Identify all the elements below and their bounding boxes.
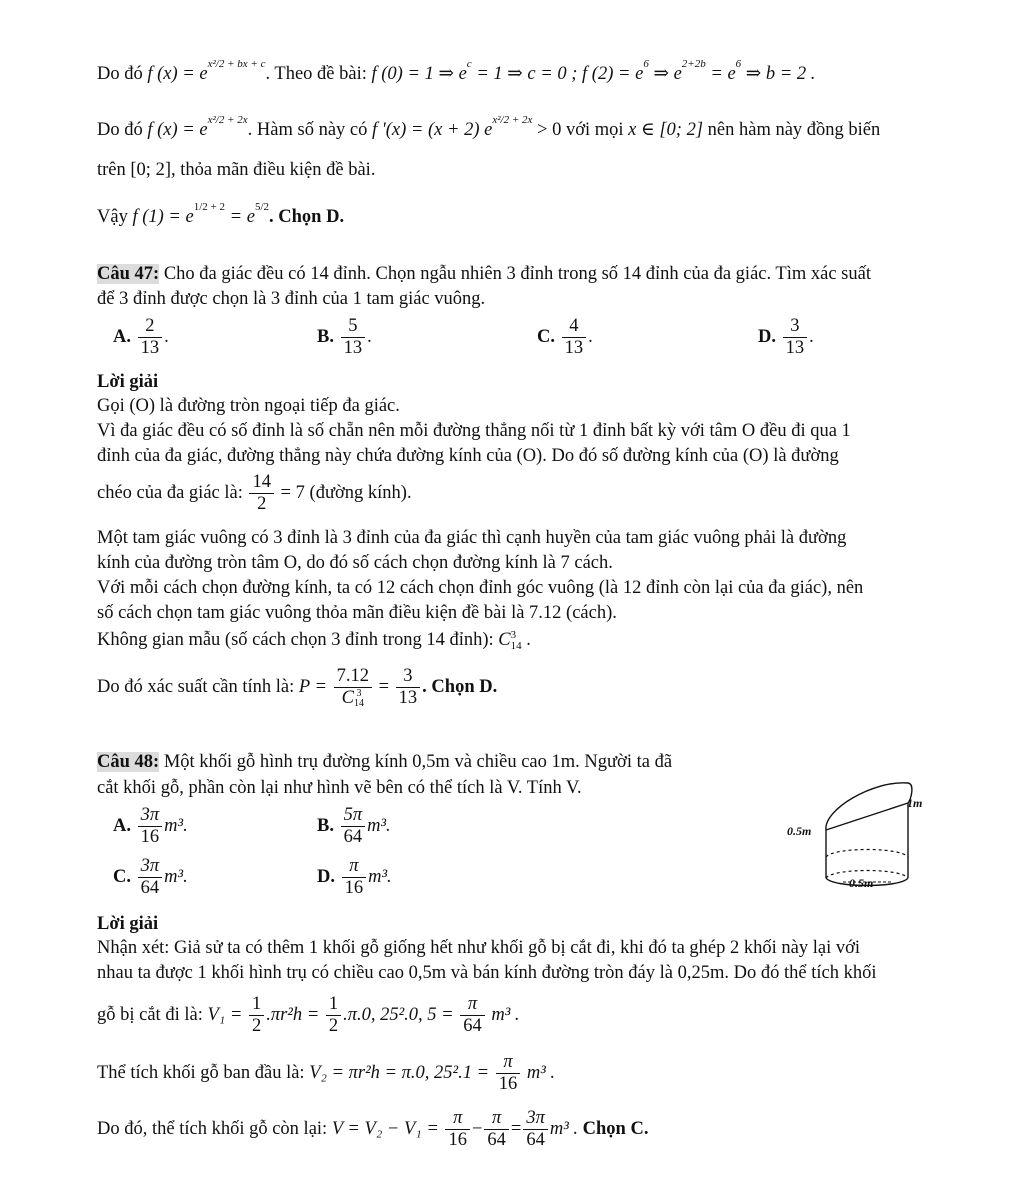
fraction [484, 1108, 509, 1152]
text: = [378, 677, 390, 698]
q47-stem-line-2 [97, 287, 485, 312]
q48-solution-title: Lời giải [97, 914, 159, 934]
denominator: 13 [343, 338, 363, 359]
formula: .πr²h = [266, 1005, 320, 1026]
numerator: π [496, 1052, 521, 1074]
text: chéo của đa giác là: [97, 483, 243, 504]
denominator: 64 [487, 1130, 506, 1151]
fraction [460, 994, 485, 1038]
formula: f (1) = e [132, 207, 194, 227]
numerator: 5π [341, 805, 366, 827]
q48-solution-line: nhau ta được 1 khối hình trụ có chiều cao 0,5m và bán kính đường tròn đáy là 0,25m. Do đó thể tích khối [97, 963, 877, 983]
answer-choice: . Chọn D. [422, 677, 498, 698]
text: trên [97, 160, 126, 180]
fraction [496, 1052, 521, 1096]
text: . Hàm số này có [247, 120, 368, 140]
q48-solution-line: Nhận xét: Giả sử ta có thêm 1 khối gỗ giống hết như khối gỗ bị cắt đi, khi đó ta ghép 2 khối này lại với [97, 938, 861, 958]
unit: m³ . [526, 1063, 555, 1084]
denominator: 13 [140, 338, 160, 359]
q48-solution-line [97, 1052, 555, 1096]
q47-option-a: A. $\frac{2}{13}$ . [113, 316, 169, 359]
exponent: 1/2 + 2 [193, 201, 225, 213]
exponent: 2+2b [681, 58, 706, 70]
unit: m³ . [549, 1119, 579, 1140]
option-letter: D. [758, 327, 776, 348]
q47-solution-line: Gọi (O) là đường tròn ngoại tiếp đa giác. [97, 396, 400, 416]
exponent: 6 [643, 58, 649, 70]
fraction [326, 994, 341, 1038]
fraction [523, 1108, 548, 1152]
option-letter: C. [537, 327, 555, 348]
option-fraction [341, 316, 366, 360]
formula: = 1 ⇒ c = 0 ; [471, 64, 578, 84]
numerator: π [484, 1108, 509, 1130]
fraction [334, 666, 372, 710]
formula: f (x) = e [147, 64, 208, 84]
formula: = e [225, 207, 255, 227]
denominator [334, 688, 372, 709]
formula: f '(x) = (x + 2) e [372, 120, 493, 140]
numerator: 3 [396, 666, 421, 688]
question-text: Một khối gỗ hình trụ đường kính 0,5m và chiều cao 1m. Người ta đã [163, 752, 673, 772]
denominator: 2 [257, 494, 267, 515]
option-letter: A. [113, 327, 131, 348]
fraction [249, 994, 264, 1038]
formula: ⇒ e [648, 64, 682, 84]
numerator: 1 [249, 994, 264, 1016]
option-letter: A. [113, 816, 131, 837]
unit: m³. [164, 867, 188, 888]
q47-stem-line-1 [97, 262, 871, 287]
fraction [249, 472, 274, 516]
intro-line-3 [97, 158, 375, 183]
text: nên hàm này đồng biến [707, 120, 881, 140]
text: , thỏa mãn điều kiện đề bài. [170, 160, 376, 180]
option-fraction [342, 856, 367, 900]
subscript: 14 [353, 698, 364, 710]
q47-option-b: B. $\frac{5}{13}$ . [317, 316, 372, 359]
superscript: 3 [356, 688, 362, 700]
q47-solution-line [97, 472, 412, 516]
q48-solution-line [97, 994, 520, 1038]
option-fraction [562, 316, 587, 360]
q48-stem-line-2 [97, 776, 582, 801]
text: Do đó [97, 120, 143, 140]
option-fraction [783, 316, 808, 360]
formula: V₂ = πr²h = π.0, 25².1 = [309, 1063, 490, 1084]
q47-option-d: D. $\frac{3}{13}$ . [758, 316, 814, 359]
q48-solution-line [97, 1108, 648, 1152]
formula: f (2) = e [582, 64, 644, 84]
formula: x ∈ [0; 2] [628, 120, 704, 140]
fraction [396, 666, 421, 710]
exponent: x²/2 + 2x [492, 114, 533, 126]
unit: m³. [368, 867, 392, 888]
exponent: c [466, 58, 472, 70]
cut-cylinder-figure [783, 775, 933, 895]
formula: V₁ = [207, 1005, 243, 1026]
figure-label-left: 0.5m [787, 824, 812, 838]
text: với mọi [565, 120, 624, 140]
q48-option-a [113, 805, 188, 849]
text: Do đó xác suất cần tính là: [97, 677, 295, 698]
unit: m³. [367, 816, 391, 837]
q47-solution-line [97, 628, 531, 653]
exponent: x²/2 + bx + c [207, 58, 266, 70]
denominator: 2 [328, 1016, 339, 1037]
exponent: 6 [735, 58, 742, 70]
numerator: 1 [326, 994, 341, 1016]
text: gỗ bị cắt đi là: [97, 1005, 203, 1026]
option-fraction [138, 856, 163, 900]
text: = [510, 1119, 522, 1140]
formula: f (0) = 1 ⇒ e [371, 64, 467, 84]
answer-choice: Chọn C. [582, 1119, 649, 1140]
option-fraction [138, 316, 163, 360]
numerator: 3π [523, 1108, 548, 1130]
option-letter: B. [317, 816, 334, 837]
text: Vậy [97, 207, 128, 227]
denominator: 13 [398, 688, 418, 709]
q47-solution-line: Vì đa giác đều có số đỉnh là số chẵn nên mỗi đường thẳng nối từ 1 đỉnh bất kỳ với tâm O đều đi qua 1 [97, 421, 851, 441]
formula: > 0 [532, 120, 562, 140]
numerator: π [460, 994, 485, 1016]
q47-solution-line: kính của đường tròn tâm O, do đó số cách chọn đường kính là 7 cách. [97, 553, 613, 573]
denominator: 16 [344, 878, 364, 899]
text: Không gian mẫu (số cách chọn 3 đỉnh trong 14 đỉnh): [97, 630, 494, 650]
q47-solution-line: Với mỗi cách chọn đường kính, ta có 12 cách chọn đỉnh góc vuông (là 12 đỉnh còn lại của đa giác), nên [97, 578, 864, 598]
question-text: cắt khối gỗ, phần còn lại như hình vẽ bên có thể tích là V. Tính V. [97, 778, 582, 798]
intro-line-1 [97, 58, 816, 87]
numerator: π [445, 1108, 470, 1130]
intro-line-4 [97, 201, 345, 230]
formula: = e [705, 64, 736, 84]
denominator: 64 [526, 1130, 545, 1151]
text: = 7 (đường kính). [280, 483, 412, 504]
text: Do đó, thể tích khối gỗ còn lại: [97, 1119, 328, 1140]
answer-choice: . Chọn D. [269, 207, 345, 227]
q48-option-d [317, 856, 392, 900]
text: . [521, 630, 531, 650]
exponent: x²/2 + 2x [207, 114, 248, 126]
text: . Theo đề bài: [265, 64, 367, 84]
q47-solution-line: đỉnh của đa giác, đường thẳng này chứa đường kính của (O). Do đó số đường kính của (O) là đường [97, 446, 839, 466]
unit: m³. [164, 816, 188, 837]
option-fraction [341, 805, 366, 849]
q48-option-b [317, 805, 391, 849]
question-label: Câu 48: [97, 752, 160, 772]
denominator: 64 [463, 1016, 482, 1037]
question-text: Cho đa giác đều có 14 đỉnh. Chọn ngẫu nhiên 3 đỉnh trong số 14 đỉnh của đa giác. Tìm xác suất [163, 264, 871, 284]
formula: [0; 2] [130, 160, 171, 180]
unit: m³ . [491, 1005, 520, 1026]
numerator: 3π [138, 856, 163, 878]
text: Do đó [97, 64, 143, 84]
formula: V = V₂ − V₁ = [331, 1119, 439, 1140]
numerator: 5 [341, 316, 366, 338]
numerator: 7.12 [334, 666, 372, 688]
denominator: 16 [140, 827, 160, 848]
formula: P = [298, 677, 327, 698]
figure-label-bottom: 0.5m [849, 876, 874, 890]
numerator: 2 [138, 316, 163, 338]
formula: f (x) = e [147, 120, 208, 140]
fraction [445, 1108, 470, 1152]
option-fraction [138, 805, 163, 849]
formula: .π.0, 25².0, 5 = [343, 1005, 454, 1026]
q48-option-c [113, 856, 188, 900]
formula: C [341, 688, 354, 709]
question-text: để 3 đỉnh được chọn là 3 đỉnh của 1 tam giác vuông. [97, 289, 486, 309]
q47-solution-title: Lời giải [97, 372, 159, 392]
numerator: 14 [249, 472, 274, 494]
option-letter: B. [317, 327, 334, 348]
formula: C [498, 630, 511, 650]
exponent: 5/2 [254, 201, 270, 213]
figure-label-top: 1m [907, 796, 923, 810]
denominator: 64 [343, 827, 363, 848]
denominator: 13 [785, 338, 805, 359]
subscript: 14 [510, 639, 522, 652]
numerator: 3π [138, 805, 163, 827]
numerator: 4 [562, 316, 587, 338]
q47-solution-line [97, 666, 497, 710]
text: Thể tích khối gỗ ban đầu là: [97, 1063, 305, 1084]
denominator: 13 [564, 338, 584, 359]
denominator: 16 [448, 1130, 467, 1151]
superscript: 3 [510, 628, 517, 641]
numerator: π [342, 856, 367, 878]
option-letter: D. [317, 867, 335, 888]
question-label: Câu 47: [97, 264, 160, 284]
q47-solution-line: Một tam giác vuông có 3 đỉnh là 3 đỉnh của đa giác thì cạnh huyền của tam giác vuông phải là đường [97, 528, 847, 548]
q48-stem-line-1 [97, 750, 672, 775]
text: − [471, 1119, 483, 1140]
intro-line-2 [97, 114, 881, 143]
denominator: 64 [140, 878, 160, 899]
numerator: 3 [783, 316, 808, 338]
option-letter: C. [113, 867, 131, 888]
denominator: 16 [498, 1074, 518, 1095]
formula: ⇒ b = 2 . [741, 64, 816, 84]
q47-option-c: C. $\frac{4}{13}$ . [537, 316, 593, 359]
denominator: 2 [251, 1016, 262, 1037]
q47-solution-line: số cách chọn tam giác vuông thỏa mãn điều kiện đề bài là 7.12 (cách). [97, 603, 617, 623]
